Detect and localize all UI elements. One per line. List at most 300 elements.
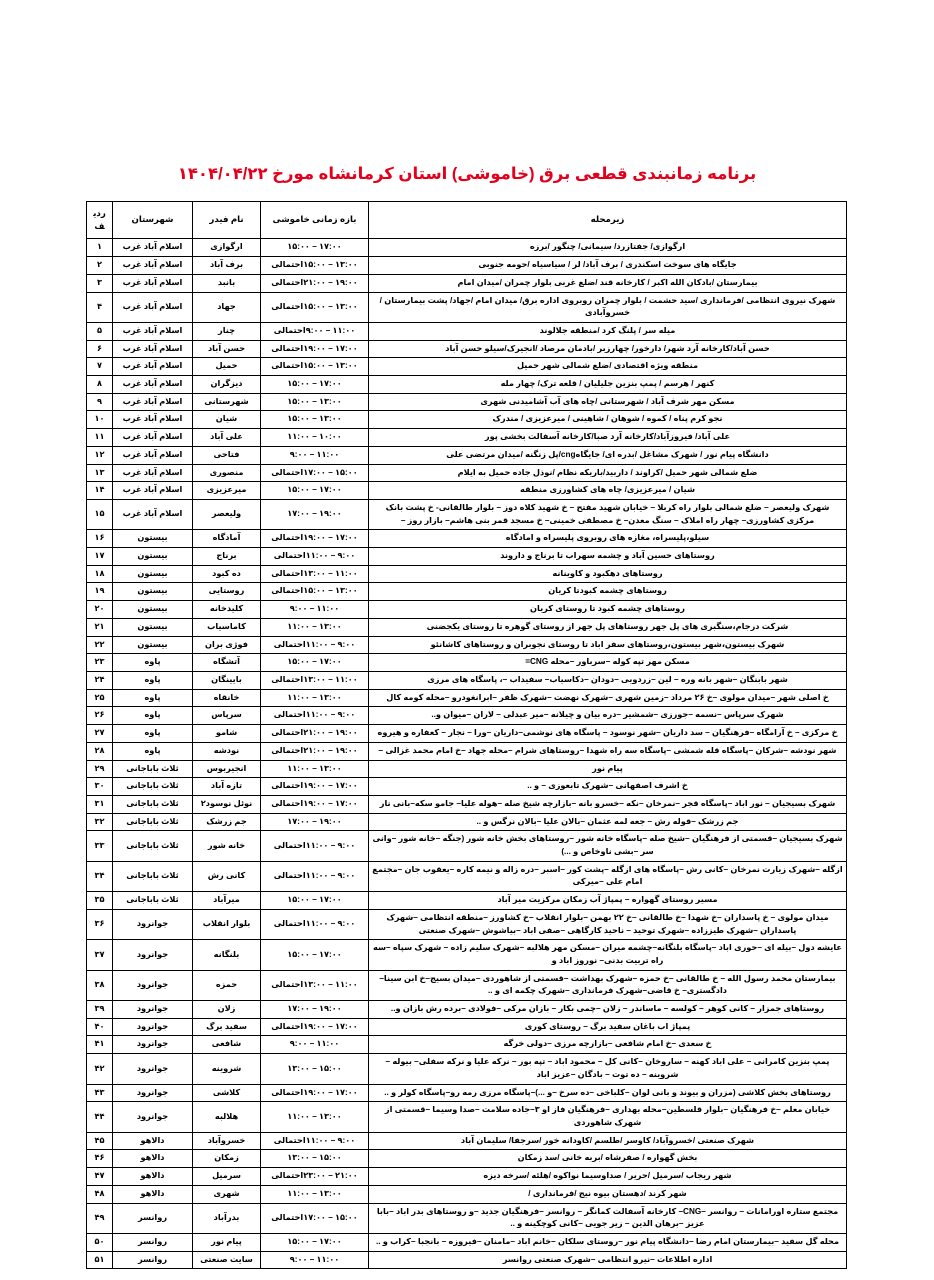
cell-city: دالاهو bbox=[113, 1150, 193, 1168]
column-header-row: ردیف bbox=[87, 201, 113, 239]
table-row bbox=[87, 618, 847, 636]
cell-time: ۱۳:۰۰ – ۱۵:۰۰احتمالی bbox=[261, 292, 369, 322]
cell-feeder: شهرستانی bbox=[193, 393, 261, 411]
cell-feeder: آمادگاه bbox=[193, 530, 261, 548]
cell-city: اسلام آباد غرب bbox=[113, 482, 193, 500]
cell-row-number: ۱۴ bbox=[87, 482, 113, 500]
cell-city: اسلام آباد غرب bbox=[113, 239, 193, 257]
table-row bbox=[87, 742, 847, 760]
table-row bbox=[87, 725, 847, 743]
cell-city: اسلام آباد غرب bbox=[113, 358, 193, 376]
table-row bbox=[87, 795, 847, 813]
cell-row-number: ۳۰ bbox=[87, 778, 113, 796]
cell-feeder: میرآباد bbox=[193, 892, 261, 910]
table-row bbox=[87, 1054, 847, 1084]
cell-feeder: بلنگانه bbox=[193, 940, 261, 970]
cell-area: مسکن مهر تپه کوله –سرباور –محله CNG= bbox=[369, 654, 847, 672]
cell-area: روستاهای بخش کلاشی (مزران و بیوند و بانی لوان –کلباخی –ده سرخ –و ...)–پاسگاه مرزی رمه رو–پاسگاه کولر و .. bbox=[369, 1084, 847, 1102]
table-row bbox=[87, 861, 847, 891]
cell-time: ۱۳:۰۰ – ۱۵:۰۰احتمالی bbox=[261, 358, 369, 376]
cell-row-number: ۲۵ bbox=[87, 689, 113, 707]
cell-time: ۱۳:۰۰ – ۱۵:۰۰ bbox=[261, 411, 369, 429]
table-row bbox=[87, 530, 847, 548]
page-title: برنامه زمانبندی قطعی برق (خاموشی) استان کرمانشاه مورخ ۱۴۰۴/۰۴/۲۲ bbox=[177, 165, 757, 183]
cell-row-number: ۳۸ bbox=[87, 970, 113, 1000]
cell-area: خیابان معلم –خ فرهنگیان –بلوار قلسطین–محله بهداری –فرهنگیان فاز او ۳–جاده سلامت –صدا وسیما –قسمتی از شهرک شاهوردی bbox=[369, 1102, 847, 1132]
cell-feeder: شافعی bbox=[193, 1036, 261, 1054]
cell-time: ۱۱:۰۰ – ۹:۰۰ bbox=[261, 446, 369, 464]
cell-row-number: ۲۱ bbox=[87, 618, 113, 636]
cell-feeder: تازه آباد bbox=[193, 778, 261, 796]
cell-time: ۱۷:۰۰ – ۱۹:۰۰احتمالی bbox=[261, 530, 369, 548]
cell-time: ۱۷:۰۰ – ۱۹:۰۰احتمالی bbox=[261, 795, 369, 813]
cell-area: ازگله –شهرک زیارت نمرخان –کانی رش –پاسگاه های ازگله –پشت کور –اسبر –دره زاله و نیمه کاره –یعقوب جان –مجتمع امام علی –میرکی bbox=[369, 861, 847, 891]
cell-time: ۱۵:۰۰ – ۱۷:۰۰احتمالی bbox=[261, 464, 369, 482]
table-row bbox=[87, 411, 847, 429]
cell-city: ثلاث باباجانی bbox=[113, 831, 193, 861]
schedule-table-container bbox=[87, 201, 847, 1270]
cell-area: منطقه ویژه اقتصادی /ضلع شمالی شهر حمیل bbox=[369, 358, 847, 376]
cell-row-number: ۱ bbox=[87, 239, 113, 257]
cell-city: پاوه bbox=[113, 742, 193, 760]
cell-feeder: برناج bbox=[193, 548, 261, 566]
cell-time: ۱۷:۰۰ – ۱۵:۰۰ bbox=[261, 654, 369, 672]
table-header-row bbox=[87, 201, 847, 239]
cell-area: نجو کرم پناه / کموه / شوهان / شاهینی / میرعزیزی / مندرک bbox=[369, 411, 847, 429]
table-row bbox=[87, 1185, 847, 1203]
table-row bbox=[87, 636, 847, 654]
table-row bbox=[87, 464, 847, 482]
table-row bbox=[87, 1132, 847, 1150]
cell-city: اسلام آباد غرب bbox=[113, 499, 193, 529]
cell-area: ارگوازی/ جفتازرد/ سیمانی/ چنگور /برزه bbox=[369, 239, 847, 257]
cell-time: ۱۷:۰۰ – ۱۹:۰۰احتمالی bbox=[261, 778, 369, 796]
cell-area: جایگاه های سوخت اسکندری / برف آباد/ لر / سیاسیاه /حومه جنوبی bbox=[369, 257, 847, 275]
table-row bbox=[87, 1001, 847, 1019]
cell-area: شهر کرند /دهستان بیوه نیج /فرمانداری / bbox=[369, 1185, 847, 1203]
table-row bbox=[87, 970, 847, 1000]
cell-area: پمپاژ اب باغان سفید برگ – روستای کوری bbox=[369, 1018, 847, 1036]
cell-feeder: حسن آباد bbox=[193, 340, 261, 358]
cell-area: عایشه دول –بیله ای –حوری اباد –پاسگاه بلنگانه–چشمه میران –مسکن مهر هلالبه –شهرک سلیم زاده – شهرک سپاه –سه راه تربیت بدنی– نوروز اباد و bbox=[369, 940, 847, 970]
cell-feeder: ده کبود bbox=[193, 565, 261, 583]
cell-time: ۱۷:۰۰ – ۱۵:۰۰ bbox=[261, 892, 369, 910]
cell-time: ۹:۰۰ – ۱۱:۰۰احتمالی bbox=[261, 909, 369, 939]
cell-city: جوانرود bbox=[113, 1084, 193, 1102]
cell-city: ثلاث باباجانی bbox=[113, 861, 193, 891]
table-row bbox=[87, 340, 847, 358]
cell-area: شهرک نیروی انتظامی /فرمانداری /سید حشمت / بلوار چمران روبروی اداره برق/ میدان امام /جهاد/ پشت بیمارستان / خسروآبادی bbox=[369, 292, 847, 322]
cell-area: اداره اطلاعات –نیرو انتظامی –شهرک صنعتی روانسر bbox=[369, 1251, 847, 1269]
table-row bbox=[87, 689, 847, 707]
table-row bbox=[87, 1102, 847, 1132]
cell-time: ۱۳:۰۰ – ۱۱:۰۰ bbox=[261, 689, 369, 707]
cell-time: ۱۹:۰۰ – ۲۱:۰۰احتمالی bbox=[261, 274, 369, 292]
cell-feeder: منصوری bbox=[193, 464, 261, 482]
cell-feeder: خسروآباد bbox=[193, 1132, 261, 1150]
cell-feeder: انجیربوس bbox=[193, 760, 261, 778]
outage-schedule-table bbox=[86, 201, 847, 1270]
cell-city: جوانرود bbox=[113, 940, 193, 970]
table-row bbox=[87, 1168, 847, 1186]
table-row bbox=[87, 292, 847, 322]
cell-time: ۱۵:۰۰ – ۱۳:۰۰ bbox=[261, 1150, 369, 1168]
cell-row-number: ۸ bbox=[87, 376, 113, 394]
cell-feeder: شروینه bbox=[193, 1054, 261, 1084]
cell-time: ۱۷:۰۰ – ۱۹:۰۰احتمالی bbox=[261, 340, 369, 358]
cell-row-number: ۳۱ bbox=[87, 795, 113, 813]
cell-row-number: ۳۷ bbox=[87, 940, 113, 970]
cell-time: ۱۳:۰۰ – ۱۵:۰۰احتمالی bbox=[261, 257, 369, 275]
cell-feeder: سایت صنعتی bbox=[193, 1251, 261, 1269]
cell-feeder: ولیعصر bbox=[193, 499, 261, 529]
cell-feeder: علی آباد bbox=[193, 429, 261, 447]
cell-area: مسیر روستای گهواره – پمپاژ آب زمکان مرکزیت میر آباد bbox=[369, 892, 847, 910]
cell-row-number: ۱۲ bbox=[87, 446, 113, 464]
cell-city: ثلاث باباجانی bbox=[113, 760, 193, 778]
cell-city: پاوه bbox=[113, 707, 193, 725]
cell-row-number: ۲۸ bbox=[87, 742, 113, 760]
column-header-time: بازه زمانی خاموشی bbox=[261, 201, 369, 239]
table-row bbox=[87, 446, 847, 464]
cell-time: ۱۳:۰۰ – ۱۱:۰۰ bbox=[261, 760, 369, 778]
cell-row-number: ۳۳ bbox=[87, 831, 113, 861]
cell-area: روستاهای حسین آباد و چشمه سهراب تا برناج و داروند bbox=[369, 548, 847, 566]
table-row bbox=[87, 274, 847, 292]
cell-feeder: روستایی bbox=[193, 583, 261, 601]
table-row bbox=[87, 813, 847, 831]
cell-area: علی آباد/ فیروزآباد/کارخانه آرد صبا/کارخانه آسفالت بخشی پور bbox=[369, 429, 847, 447]
cell-area: پمپ بنزین کامرانی – علی اباد کهنه – ساروخان –کانی کل – محمود اباد – تپه بور – نرکه علیا و نرکه سفلی– بیوله – شروینه – ده توت – بادگان –عزیز اباد bbox=[369, 1054, 847, 1084]
cell-time: ۱۷:۰۰ – ۱۵:۰۰ bbox=[261, 239, 369, 257]
table-row bbox=[87, 1084, 847, 1102]
cell-time: ۱۱:۰۰ – ۹:۰۰ bbox=[261, 601, 369, 619]
cell-city: بیستون bbox=[113, 530, 193, 548]
cell-row-number: ۷ bbox=[87, 358, 113, 376]
cell-row-number: ۱۰ bbox=[87, 411, 113, 429]
cell-row-number: ۹ bbox=[87, 393, 113, 411]
cell-time: ۹:۰۰ – ۱۱:۰۰احتمالی bbox=[261, 831, 369, 861]
cell-row-number: ۴۵ bbox=[87, 1132, 113, 1150]
cell-feeder: شهری bbox=[193, 1185, 261, 1203]
cell-city: اسلام آباد غرب bbox=[113, 429, 193, 447]
cell-area: شهرک بیستون،شهر بیستون،روستاهای سفر اباد تا روستای نجوبران و روستاهای کاشانئو bbox=[369, 636, 847, 654]
cell-row-number: ۳۲ bbox=[87, 813, 113, 831]
cell-time: ۱۰:۰۰ – ۱۱:۰۰ bbox=[261, 429, 369, 447]
cell-time: ۱۱:۰۰ – ۱۳:۰۰احتمالی bbox=[261, 672, 369, 690]
cell-city: جوانرود bbox=[113, 970, 193, 1000]
cell-row-number: ۴۶ bbox=[87, 1150, 113, 1168]
cell-row-number: ۴۰ bbox=[87, 1018, 113, 1036]
cell-feeder: نوئل نوسود۲ bbox=[193, 795, 261, 813]
table-row bbox=[87, 257, 847, 275]
cell-row-number: ۱۳ bbox=[87, 464, 113, 482]
cell-city: جوانرود bbox=[113, 1054, 193, 1084]
table-row bbox=[87, 601, 847, 619]
cell-feeder: خانه شور bbox=[193, 831, 261, 861]
cell-time: ۹:۰۰ – ۱۱:۰۰احتمالی bbox=[261, 707, 369, 725]
cell-city: ثلاث باباجانی bbox=[113, 813, 193, 831]
cell-time: ۱۹:۰۰ – ۲۱:۰۰احتمالی bbox=[261, 725, 369, 743]
cell-city: اسلام آباد غرب bbox=[113, 292, 193, 322]
cell-city: جوانرود bbox=[113, 909, 193, 939]
cell-row-number: ۵۱ bbox=[87, 1251, 113, 1269]
cell-time: ۱۱:۰۰ – ۹:۰۰ bbox=[261, 1251, 369, 1269]
cell-time: ۱۹:۰۰ – ۱۷:۰۰ bbox=[261, 1001, 369, 1019]
cell-feeder: بانبد bbox=[193, 274, 261, 292]
cell-feeder: کلیدخانه bbox=[193, 601, 261, 619]
cell-feeder: فتاحی bbox=[193, 446, 261, 464]
cell-feeder: بدرآباد bbox=[193, 1203, 261, 1233]
cell-row-number: ۴۳ bbox=[87, 1084, 113, 1102]
cell-city: جوانرود bbox=[113, 1001, 193, 1019]
cell-row-number: ۳۹ bbox=[87, 1001, 113, 1019]
cell-city: بیستون bbox=[113, 636, 193, 654]
cell-area: شهر نودشه –شرکان –پاسگاه قله شمشی –پاسگاه سه راه شهدا –روستاهای شرام –محله جهاد –خ امام محمد غزالی – bbox=[369, 742, 847, 760]
cell-city: ثلاث باباجانی bbox=[113, 795, 193, 813]
cell-city: دالاهو bbox=[113, 1168, 193, 1186]
cell-area: مجتمع ستاره اورامانات – روانسر –CNG– کارخانه آسفالت کمانگر – روانسر –فرهنگیان جدید –و روستاهای بدر اباد –بابا عزیز –برهان الدین – زیر جویی –کانی کوچکینه و .. bbox=[369, 1203, 847, 1233]
cell-row-number: ۶ bbox=[87, 340, 113, 358]
cell-area: حسن آباد/کارخانه آرد شهر/ دارخور/ چهارزبر /بادمان مرصاد /انجیرک/سیلو حسن آباد bbox=[369, 340, 847, 358]
table-row bbox=[87, 654, 847, 672]
cell-city: اسلام آباد غرب bbox=[113, 376, 193, 394]
table-row bbox=[87, 565, 847, 583]
cell-time: ۹:۰۰ – ۱۱:۰۰احتمالی bbox=[261, 861, 369, 891]
cell-feeder: میرعزیزی bbox=[193, 482, 261, 500]
cell-city: اسلام آباد غرب bbox=[113, 340, 193, 358]
cell-row-number: ۵۰ bbox=[87, 1233, 113, 1251]
cell-city: پاوه bbox=[113, 725, 193, 743]
cell-row-number: ۲۰ bbox=[87, 601, 113, 619]
table-row bbox=[87, 940, 847, 970]
table-row bbox=[87, 393, 847, 411]
cell-city: اسلام آباد غرب bbox=[113, 446, 193, 464]
table-row bbox=[87, 1150, 847, 1168]
cell-time: ۱۱:۰۰ – ۹:۰۰احتمالی bbox=[261, 322, 369, 340]
cell-row-number: ۴۲ bbox=[87, 1054, 113, 1084]
cell-city: روانسر bbox=[113, 1203, 193, 1233]
cell-row-number: ۴۸ bbox=[87, 1185, 113, 1203]
cell-city: ثلاث باباجانی bbox=[113, 778, 193, 796]
table-row bbox=[87, 499, 847, 529]
cell-time: ۱۷:۰۰ – ۱۵:۰۰ bbox=[261, 482, 369, 500]
cell-feeder: برف آباد bbox=[193, 257, 261, 275]
cell-city: روانسر bbox=[113, 1251, 193, 1269]
cell-area: بخش گهواره / صفرشاه /بربه خانی /سد زمکان bbox=[369, 1150, 847, 1168]
cell-city: اسلام آباد غرب bbox=[113, 322, 193, 340]
cell-city: بیستون bbox=[113, 601, 193, 619]
cell-area: روستاهای دهکبود و کاوینانه bbox=[369, 565, 847, 583]
cell-feeder: هلالبه bbox=[193, 1102, 261, 1132]
table-row bbox=[87, 358, 847, 376]
cell-area: شهر بابنگان –شهر بانه وره – لین –زردویی –دودان –دکاسیاب– سفیداب –، پاسگاه های مرزی bbox=[369, 672, 847, 690]
cell-area: کنهر / هرسم / پمپ بنزین جلیلیان / قلعه ترک/ چهار مله bbox=[369, 376, 847, 394]
cell-area: شرکت درجام،سنگبری های پل جهر روستاهای پل جهر از روستای گوهره تا روستای یکجضنی bbox=[369, 618, 847, 636]
cell-feeder: سرمیل bbox=[193, 1168, 261, 1186]
table-row bbox=[87, 760, 847, 778]
column-header-area: زیرمحله bbox=[369, 201, 847, 239]
cell-time: ۹:۰۰ – ۱۱:۰۰احتمالی bbox=[261, 1132, 369, 1150]
table-row bbox=[87, 672, 847, 690]
cell-feeder: زلان bbox=[193, 1001, 261, 1019]
cell-city: اسلام آباد غرب bbox=[113, 464, 193, 482]
table-row bbox=[87, 239, 847, 257]
cell-feeder: دیزگران bbox=[193, 376, 261, 394]
cell-time: ۱۱:۰۰ – ۹:۰۰ bbox=[261, 1036, 369, 1054]
cell-city: اسلام آباد غرب bbox=[113, 257, 193, 275]
cell-row-number: ۱۵ bbox=[87, 499, 113, 529]
cell-area: میدان مولوی – خ پاسداران –خ شهدا –خ طالقانی –خ ۲۲ بهمن –بلوار انقلاب –خ کشاورز –منطقه انتظامی –شهرک پاسداران –شهرک طیززاده –شهرک توحید – ناحید کارگاهی –صفی اباد –بیاشوش –شهرک صنعتی bbox=[369, 909, 847, 939]
title-section bbox=[0, 0, 934, 185]
cell-row-number: ۴۹ bbox=[87, 1203, 113, 1233]
table-head bbox=[87, 201, 847, 239]
cell-feeder: شیان bbox=[193, 411, 261, 429]
cell-city: بیستون bbox=[113, 565, 193, 583]
table-row bbox=[87, 909, 847, 939]
cell-feeder: جهاد bbox=[193, 292, 261, 322]
cell-feeder: حمیل bbox=[193, 358, 261, 376]
cell-feeder: ارگوازی bbox=[193, 239, 261, 257]
cell-feeder: شامو bbox=[193, 725, 261, 743]
cell-area: پیام نور bbox=[369, 760, 847, 778]
cell-time: ۹:۰۰ – ۱۱:۰۰احتمالی bbox=[261, 548, 369, 566]
table-row bbox=[87, 376, 847, 394]
cell-row-number: ۳۴ bbox=[87, 861, 113, 891]
cell-area: سیلو،پلیسراه، مغازه های روبروی پلیسراه و امادگاه bbox=[369, 530, 847, 548]
cell-area: جم زرشک –قوله رش – جعه لمه عثمان –بالان علیا –بالان نرگس و .. bbox=[369, 813, 847, 831]
cell-city: دالاهو bbox=[113, 1132, 193, 1150]
cell-feeder: بلوار انقلاب bbox=[193, 909, 261, 939]
cell-area: روستاهای جمزار – کانی کوهر – کولسه – ماساندر – زلان –چمی بکار – بازان مرکی –فولادی –برده رش بازان و.. bbox=[369, 1001, 847, 1019]
cell-row-number: ۳ bbox=[87, 274, 113, 292]
cell-time: ۱۱:۰۰ – ۱۳:۰۰احتمالی bbox=[261, 565, 369, 583]
cell-city: جوانرود bbox=[113, 1102, 193, 1132]
cell-time: ۱۵:۰۰ – ۱۳:۰۰ bbox=[261, 1054, 369, 1084]
cell-feeder: کانی رش bbox=[193, 861, 261, 891]
cell-city: اسلام آباد غرب bbox=[113, 274, 193, 292]
cell-area: دانشگاه پیام نور / شهرک مشاغل /بدره ای/ جایگاهcng/پل زنگنه /میدان مرتضی علی bbox=[369, 446, 847, 464]
cell-time: ۹:۰۰ – ۱۱:۰۰احتمالی bbox=[261, 636, 369, 654]
cell-area: شهرک بسیجیان –قسمتی از فرهنگیان –شیخ صله –پاسگاه خانه شور –روستاهای بخش خانه شور (جنگه –خانه شور –وانی سر –بشی ناوخاص و ...) bbox=[369, 831, 847, 861]
cell-area: شهرک سرپاس –نسمه –جورزی –شمشیر –دره بیان و چیلانه –میر عبدلی – لاران –میوان و.. bbox=[369, 707, 847, 725]
table-row bbox=[87, 482, 847, 500]
cell-row-number: ۴ bbox=[87, 292, 113, 322]
cell-time: ۱۷:۰۰ – ۱۵:۰۰ bbox=[261, 1233, 369, 1251]
cell-feeder: جم زرشک bbox=[193, 813, 261, 831]
cell-row-number: ۴۱ bbox=[87, 1036, 113, 1054]
cell-city: روانسر bbox=[113, 1233, 193, 1251]
cell-time: ۱۳:۰۰ – ۱۱:۰۰ bbox=[261, 618, 369, 636]
table-row bbox=[87, 1036, 847, 1054]
cell-area: مسکن مهر شرف آباد / شهرستانی /چاه های آب آشامیدنی شهری bbox=[369, 393, 847, 411]
table-row bbox=[87, 831, 847, 861]
cell-row-number: ۲۲ bbox=[87, 636, 113, 654]
cell-row-number: ۲۳ bbox=[87, 654, 113, 672]
cell-feeder: خانقاه bbox=[193, 689, 261, 707]
cell-feeder: سرپاس bbox=[193, 707, 261, 725]
cell-area: خ اشرف اصفهانی –شهرک تابعوزی – و .. bbox=[369, 778, 847, 796]
cell-area: خ اصلی شهر –میدان مولوی –خ ۲۶ مرداد –زمین شهری –شهرک نهضت –شهرک ظفر –ابرانغودرو –محله کومه کال bbox=[369, 689, 847, 707]
cell-area: خ سعدی –خ امام شافعی –بازارچه مرزی –دولی خرگه bbox=[369, 1036, 847, 1054]
cell-feeder: کلاشی bbox=[193, 1084, 261, 1102]
cell-feeder: زمکان bbox=[193, 1150, 261, 1168]
cell-time: ۱۷:۰۰ – ۱۹:۰۰احتمالی bbox=[261, 1018, 369, 1036]
cell-area: شهرک بسیجیان – نور اباد –پاسگاه قجر –نمرخان –نکه –خسرو بانه –بازارچه شیخ صله –هوله علیا– جامو سکه–بانی نار bbox=[369, 795, 847, 813]
table-row bbox=[87, 548, 847, 566]
cell-area: ضلع شمالی شهر حمیل /کراوند / داربید/باریکه نظام /نوذل جاده حمیل به ایلام bbox=[369, 464, 847, 482]
cell-feeder: سفید برگ bbox=[193, 1018, 261, 1036]
table-row bbox=[87, 778, 847, 796]
cell-time: ۱۹:۰۰ – ۱۷:۰۰ bbox=[261, 813, 369, 831]
cell-area: خ مرکزی – خ آرامگاه –فرهنگیان – سد داریان –شهر نوسود – پاسگاه های نوشمی–داریان –ورا – نجار – کعفاره و هیروه bbox=[369, 725, 847, 743]
table-row bbox=[87, 583, 847, 601]
cell-time: ۱۹:۰۰ – ۱۷:۰۰ bbox=[261, 499, 369, 529]
cell-row-number: ۳۶ bbox=[87, 909, 113, 939]
cell-feeder: کاماسیاب bbox=[193, 618, 261, 636]
cell-time: ۱۳:۰۰ – ۱۵:۰۰ bbox=[261, 393, 369, 411]
cell-time: ۱۳:۰۰ – ۱۱:۰۰ bbox=[261, 1185, 369, 1203]
cell-row-number: ۲۷ bbox=[87, 725, 113, 743]
cell-city: دالاهو bbox=[113, 1185, 193, 1203]
cell-time: ۱۳:۰۰ – ۱۱:۰۰ bbox=[261, 1102, 369, 1132]
table-row bbox=[87, 1233, 847, 1251]
cell-row-number: ۱۷ bbox=[87, 548, 113, 566]
cell-row-number: ۵ bbox=[87, 322, 113, 340]
cell-time: ۲۱:۰۰ – ۲۳:۰۰احتمالی bbox=[261, 1168, 369, 1186]
column-header-feeder: نام فیدر bbox=[193, 201, 261, 239]
cell-area: روستاهای چشمه کبود تا روستای کریان bbox=[369, 601, 847, 619]
cell-city: جوانرود bbox=[113, 1018, 193, 1036]
cell-feeder: چنار bbox=[193, 322, 261, 340]
cell-row-number: ۲۹ bbox=[87, 760, 113, 778]
cell-time: ۱۷:۰۰ – ۱۵:۰۰ bbox=[261, 376, 369, 394]
cell-city: اسلام آباد غرب bbox=[113, 393, 193, 411]
cell-city: بیستون bbox=[113, 583, 193, 601]
cell-area: بیمارستان /بادکان الله اکبر / کارخانه قند /ضلع غربی بلوار چمران /میدان امام bbox=[369, 274, 847, 292]
cell-area: شهرک ولیعصر – ضلع شمالی بلوار راه کربلا – خیابان شهید مفتح – خ شهید کلاه دوز – بلوار طالقانی- خ پشت بانک مرکزی کشاورزی– چهار راه املاک – سنگ معدن– خ مصطفی خمینی– خ مسجد قمر بنی هاشم– بازار روز – bbox=[369, 499, 847, 529]
cell-time: ۱۵:۰۰ – ۱۷:۰۰احتمالی bbox=[261, 1203, 369, 1233]
table-row bbox=[87, 707, 847, 725]
cell-row-number: ۲۶ bbox=[87, 707, 113, 725]
cell-area: روستاهای چشمه کبودتا کریان bbox=[369, 583, 847, 601]
cell-row-number: ۱۱ bbox=[87, 429, 113, 447]
cell-row-number: ۲ bbox=[87, 257, 113, 275]
cell-feeder: بایینگان bbox=[193, 672, 261, 690]
cell-city: پاوه bbox=[113, 654, 193, 672]
cell-row-number: ۴۴ bbox=[87, 1102, 113, 1132]
cell-area: شهرک صنعتی /خسروآباد/ کاوسر /طلسم /کاودانه خور /سرجفا/ سلیمان آباد bbox=[369, 1132, 847, 1150]
table-body bbox=[87, 239, 847, 1269]
cell-time: ۱۳:۰۰ – ۱۵:۰۰احتمالی bbox=[261, 583, 369, 601]
cell-row-number: ۱۶ bbox=[87, 530, 113, 548]
table-row bbox=[87, 1251, 847, 1269]
cell-time: ۱۷:۰۰ – ۱۹:۰۰احتمالی bbox=[261, 1084, 369, 1102]
cell-city: اسلام آباد غرب bbox=[113, 411, 193, 429]
table-row bbox=[87, 1203, 847, 1233]
cell-row-number: ۱۸ bbox=[87, 565, 113, 583]
cell-area: بیمارستان محمد رسول الله – خ طالقانی –خ حمزه –شهرک بهداشت –قسمتی از شاهوردی –میدان بسیج–خ ابن سینا–دادگستری– خ قاضی–شهرک فرمانداری –شهرک چکمه ای و .. bbox=[369, 970, 847, 1000]
cell-city: جوانرود bbox=[113, 1036, 193, 1054]
cell-feeder: فوژی بران bbox=[193, 636, 261, 654]
cell-area: شیان / میرعزیزی/ چاه های کشاورزی منطقه bbox=[369, 482, 847, 500]
cell-feeder: پیام نور bbox=[193, 1233, 261, 1251]
column-header-city: شهرستان bbox=[113, 201, 193, 239]
cell-city: بیستون bbox=[113, 618, 193, 636]
cell-city: پاوه bbox=[113, 672, 193, 690]
cell-row-number: ۲۴ bbox=[87, 672, 113, 690]
cell-area: شهر ریجاب /سرمیل /حریر / صداوسیما نواکوه /هلئه /سرخه دیزه bbox=[369, 1168, 847, 1186]
